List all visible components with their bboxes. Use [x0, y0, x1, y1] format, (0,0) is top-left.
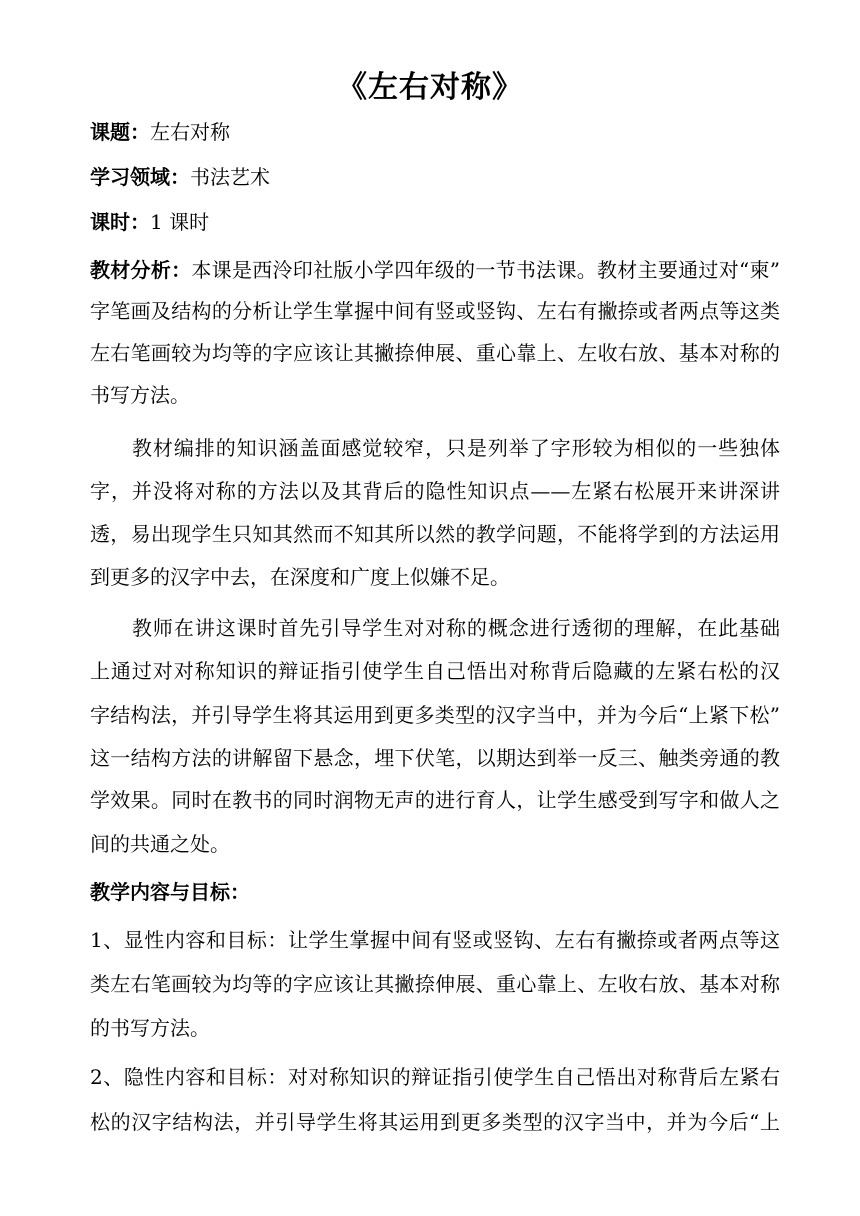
analysis-p2-line-4: 到更多的汉字中去，在深度和广度上似嫌不足。: [90, 565, 510, 589]
hours-row: [90, 208, 209, 236]
field-label: 学习领域：: [90, 165, 190, 189]
topic-row: [90, 118, 230, 146]
goal-1-line-1: 1、显性内容和目标：让学生掌握中间有竖或竖钩、左右有撇捺或者两点等这: [90, 928, 780, 952]
topic-value: 左右对称: [150, 120, 230, 144]
goal-2-line-1: 2、隐性内容和目标：对对称知识的辩证指引使学生自己悟出对称背后左紧右: [90, 1065, 780, 1089]
analysis-p3-line-1: 教师在讲这课时首先引导学生对对称的概念进行透彻的理解，在此基础: [132, 616, 780, 640]
goal-1-line-3: 的书写方法。: [90, 1016, 210, 1040]
analysis-p3-line-2: 上通过对对称知识的辩证指引使学生自己悟出对称背后隐藏的左紧右松的汉: [90, 659, 780, 683]
analysis-p3-line-5: 学效果。同时在教书的同时润物无声的进行育人，让学生感受到写字和做人之: [90, 788, 780, 812]
analysis-line: [90, 256, 780, 284]
analysis-p3-line-4: 这一结构方法的讲解留下悬念，埋下伏笔，以期达到举一反三、触类旁通的教: [90, 746, 780, 770]
field-value: 书法艺术: [190, 165, 270, 189]
analysis-p2-line-2: 字，并没将对称的方法以及其背后的隐性知识点——左紧右松展开来讲深讲: [90, 479, 780, 503]
goal-1-line-2: 类左右笔画较为均等的字应该让其撇捺伸展、重心靠上、左收右放、基本对称: [90, 972, 780, 996]
analysis-p1-line-1: 本课是西泠印社版小学四年级的一节书法课。教材主要通过对“柬”: [191, 258, 780, 282]
analysis-p1-line-2: 字笔画及结构的分析让学生掌握中间有竖或竖钩、左右有撇捺或者两点等这类: [90, 299, 780, 323]
goals-heading: 教学内容与目标：: [90, 880, 250, 904]
analysis-p1-line-3: 左右笔画较为均等的字应该让其撇捺伸展、重心靠上、左收右放、基本对称的: [90, 341, 780, 365]
analysis-label: 教材分析：: [90, 258, 192, 282]
analysis-p3-line-6: 间的共通之处。: [90, 832, 230, 856]
field-row: [90, 163, 270, 191]
topic-label: 课题：: [90, 120, 150, 144]
hours-label: 课时：: [90, 210, 150, 234]
goal-2-line-2: 松的汉字结构法，并引导学生将其运用到更多类型的汉字当中，并为今后“上: [90, 1110, 780, 1134]
analysis-p2-line-1: 教材编排的知识涵盖面感觉较窄，只是列举了字形较为相似的一些独体: [132, 436, 780, 460]
analysis-p3-line-3: 字结构法，并引导学生将其运用到更多类型的汉字当中，并为今后“上紧下松”: [90, 703, 780, 727]
analysis-p2-line-3: 透，易出现学生只知其然而不知其所以然的教学问题，不能将学到的方法运用: [90, 522, 780, 546]
analysis-p1-line-4: 书写方法。: [90, 383, 190, 407]
hours-value: 1 课时: [150, 210, 210, 234]
document-title: 《左右对称》: [337, 70, 523, 105]
